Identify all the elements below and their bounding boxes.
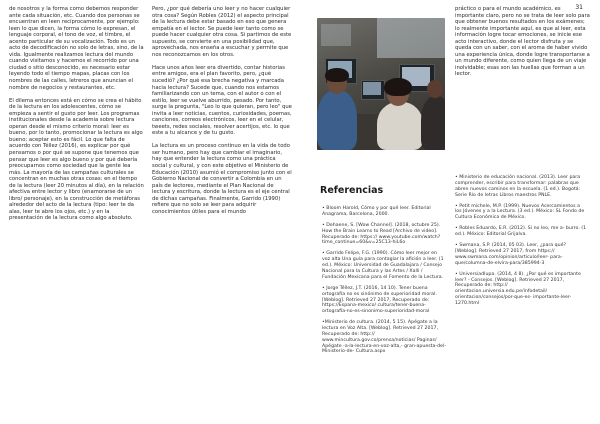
reference-item: • Dehaene, S. [Wow Channel]. (2018, octubre 25). How the Brain Learns to Read [Archivo de video]. Recuperado de: https:// www.youtube.com/watch? time_continue=60&v=25C13-hiL6o — [322, 222, 441, 246]
page-number: 31 — [575, 4, 583, 11]
reference-item: • Garrido Felipe, F.G. (1990). Cómo leer mejor en voz alta Una guía para contagiar la afición a leer. (1 ed.). México: Universidad de Guadalajara / Consejo Nacional para la Cultura y las Artes / Xalli / Fundación Mexicana para el Fomento de la Lectura. — [322, 251, 444, 280]
reference-item: • Swmana, S.P. (2014, 05 03). Leer, ¿para qué? [Weblog]. Retrieved 27 2017, from https:// www.swmana.com/opinion/articulo/leer- para-que/columna-de-elvira-para/385994-3 — [455, 243, 566, 266]
references-list-left — [322, 206, 446, 361]
reference-item: • Robles Eduardo, E.R. (2012). Si no leo, me a- burro. (1 ed.). México: Editorial Grijalva. — [455, 226, 587, 238]
body-column-2 — [152, 6, 292, 222]
body-column-1 — [9, 6, 144, 229]
reference-item: • Ministerio de educación nacional. (2013). Leer para comprender, escribir para transformar: palabras que abren nuevos caminos en la escuela. (1 ed.). Bogotá: Serie Río de letras Libros maestros PNLE. — [455, 175, 581, 198]
reference-item: •Ministerio de cultura. (2014, 5 15). Apégate a la lectura en Voz Alta. [Weblog]. Retrieved 27 2017, Recuperado de: http:// www.mincultura.gov.co/prensa/noticias/ Paginas/ Apégate -a-la-lectura-en-voz-alta,- gran-apuesta-del-Ministerio-de- Cultura.aspx — [322, 320, 446, 355]
body-column-3 — [455, 6, 590, 85]
reference-item: • Bloom Harold, Cómo y por qué leer. Editorial Anagrama, Barcelona, 2000. — [322, 206, 431, 217]
reference-item: • Jorge Téllez, J.T. (2016, 14 10). Tener buena ortografía no es sinónimo de superioridad moral. [Weblog]. Retrieved 27 2017, Recuperado de: https://Espana-mexico/ cultura/tener-buena-ortografia-no-es-sinonimo-superioridad-moral — [322, 285, 437, 315]
paragraph: práctico o para el mundo académico, es importante claro, pero no se trata de leer solo para que obtener buenos resultados en los exámenes; lo realmente importante aquí, es que al leer, esta información logre tocar emociones, se inicie ese acto interactivo, donde el lector disfruta y se queda con un saber, con el aroma de haber vivido una experiencia única, donde logre transportarse a un mundo diferente, como quien llega de un viaje inolvidable; esas son las huellas que forman a un lector. — [455, 6, 590, 78]
paragraph: de nosotros y la forma como debemos responder ante cada situación, etc. Cuando dos personas se encuentran en leen recíprocamente, por ejemplo: leen lo que dicen, la forma cómo lo expresan, el lenguaje corporal, el tono de voz, el timbre, el acento particular de su vocalización. Todo es un acto de decodificación no solo de letras, sino, de la vida. Igualmente realizamos lectura del mundo cuando visitamos y hacemos el recorrido por una ciudad o sitio desconocido, es necesario estar leyendo todo el tiempo mapas, placas con los nombres de las calles, letreros que anuncian el nombre de negocios y restaurantes, etc. — [9, 6, 144, 91]
references-heading: Referencias — [320, 185, 384, 196]
paragraph: El dilema entonces está en cómo se crea el hábito de la lectura en los adolescentes, cómo se empieza a sentir el gusto por leer. Los programas institucionales desde la academia sobre lectura operan desde el mismo criterio moral: leer es bueno, por lo tanto, promocionar la lectura es algo bueno; aceptar esto es fácil. Lo que falta de acuerdo con Téllez (2016), es explicar por qué pensamos o por qué se supone que tenemos que pensar que leer es algo bueno y por qué debería preocuparnos como sociedad que la gente lea más. La mayoría de las campañas culturales se concentran en muchas otras cosas: en el tiempo de la lectura (leer 20 minutos al día), en la relación afectiva entre lector y libro (enamorarse de un libro/ personaje), en la construcción de metáforas alrededor del acto de la lectura (tipo: leer te da alas, leer te abre los ojos, etc.) y en la presentación de la lectura como algo absoluto. — [9, 97, 144, 222]
photo-caption: Tomado de: fuente propia — [378, 169, 460, 175]
paragraph: La lectura es un proceso continuo en la vida de todo ser humano, pero hay que cambiar el imaginario, hay que entender la lectura como una práctica social y cultural, y con este objetivo el Ministerio de Educación (2010) asumió el compromiso junto con el Gobierno Nacional de convertir a Colombia en un país de lectores, mediante el Plan Nacional de lectura y escritura, donde la lectura es el eje central de dichas campañas. Finalmente, Garrido (1990) refiere que no solo se leer para adquirir conocimientos útiles para el mundo — [152, 143, 292, 215]
references-list-right — [455, 175, 587, 312]
paragraph: Hace unos años leer era divertido, contar historias entre amigos, era el plan favorito, pero, ¿qué sucedió? ¿Por qué esa brecha negativa y marcada hacia lectura? Sucede que, cuando nos estamos familiarizando con un tema, con el autor o con el estilo, leer se vuelve aburrido, pesado. Por tanto, surge la pregunta, "Leo lo que quieran, pero leo" que invita a leer noticias, cuentos, curiosidades, poemas, canciones, correos electrónicos, leer en el celular, tweets, redes sociales, resolver acertijos, etc. lo que este a tu alcance y de tu gusto. — [152, 64, 292, 137]
reference-item: • Universiadlupa. (2014, 4 8). ¿Por qué es importante leer? - Consejos. [Weblog]. Retrieved 27 2017, Recuperado de: http:// orientacion.universia.edu.pe/infodetail/ orientacion/consejos/por-que-es- importante-leer-1270.html — [455, 271, 581, 306]
classroom-photo — [317, 18, 445, 150]
reference-item: • Petit michele, M.P. (1999). Nuevos Acercamientos a los Jóvenes y a la Lectura. (3 ed.). México: SL Fondo de Cultura Económica de México. — [455, 203, 585, 221]
paragraph: Pero, ¿por qué debería uno leer y no hacer cualquier otra cosa? Según Robles (2012) el aspecto principal de la lectura debe estar basado en eso que genera empatía en el lector. Se puede leer tanto como se puede hacer cualquier otra cosa. Si partimos de este supuesto, se convierte en una posibilidad que, aprovechada, nos enseña a escuchar y permite que nos reconozcamos en los otros. — [152, 6, 292, 58]
